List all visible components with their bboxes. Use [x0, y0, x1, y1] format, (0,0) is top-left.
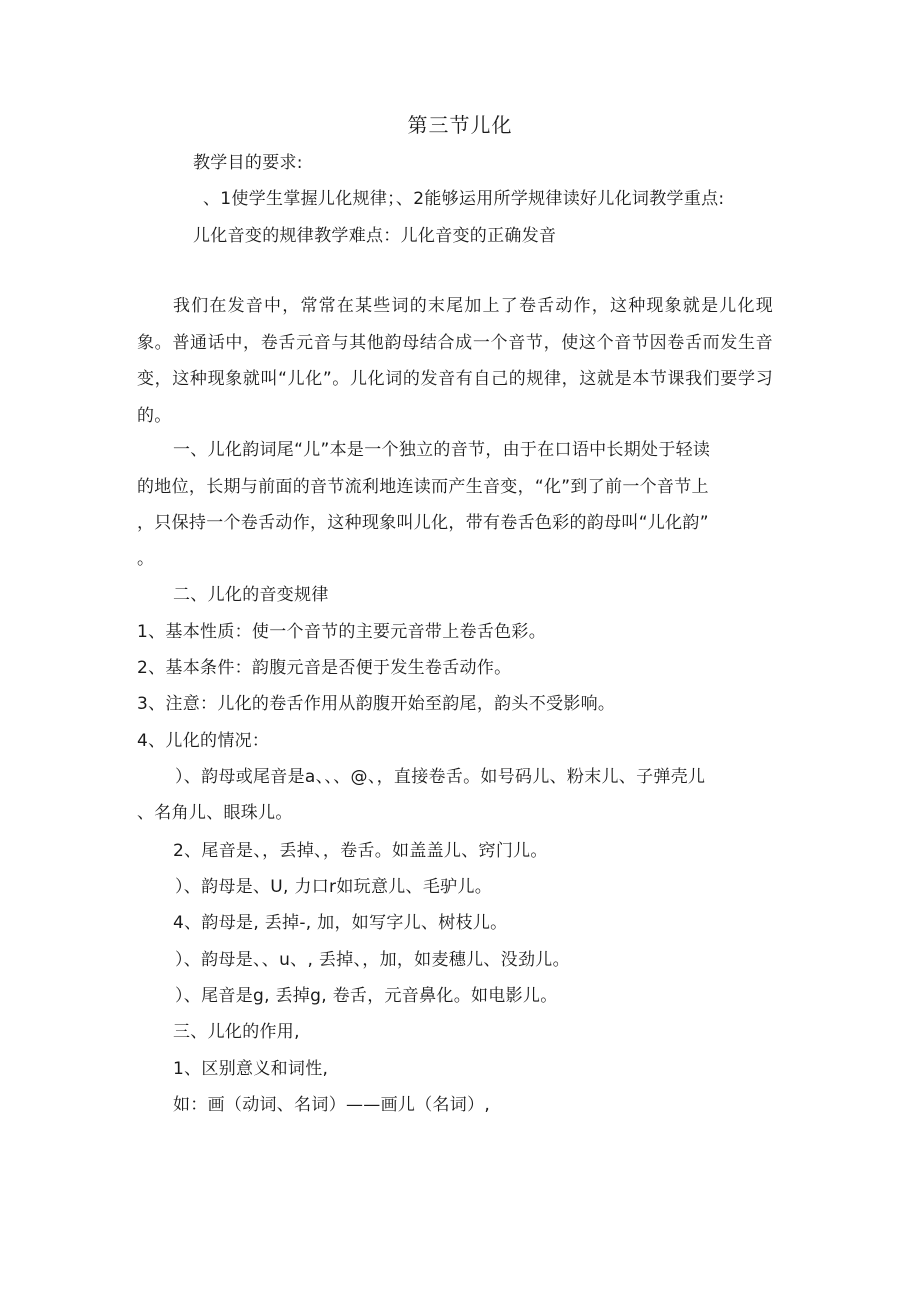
intro-paragraph: 我们在发音中，常常在某些词的末尾加上了卷舌动作，这种现象就是儿化现象。普通话中，卷舌元音与其他韵母结合成一个音节，使这个音节因卷舌而发生音变，这种现象就叫“儿化”。儿化词的发音有自己的规律，这就是本节课我们要学习的。	[137, 296, 773, 426]
section2-item-4: 4、儿化的情况：	[137, 731, 270, 751]
case-2: 2、尾音是、，丢掉、，卷舌。如盖盖儿、窍门儿。	[173, 841, 548, 861]
section1-line-4: 。	[137, 549, 155, 569]
case-6: ）、尾音是g, 丢掉g, 卷舌，元音鼻化。如电影儿。	[175, 986, 558, 1006]
objectives-line-2: 儿化音变的规律教学难点：儿化音变的正确发音	[193, 226, 557, 246]
section3-example-1: 如：画（动词、名词）——画儿（名词）,	[173, 1095, 491, 1115]
objectives-line-1: 、1使学生掌握儿化规律；、2能够运用所学规律读好儿化词教学重点:	[203, 189, 725, 209]
section2-item-3: 3、注意：儿化的卷舌作用从韵腹开始至韵尾，韵头不受影响。	[137, 694, 616, 714]
section3-heading: 三、儿化的作用,	[173, 1022, 300, 1042]
case-1-line-1: ）、韵母或尾音是a、、、@、，直接卷舌。如号码儿、粉末儿、子弹壳儿	[175, 767, 706, 787]
case-5: ）、韵母是、、u、, 丢掉、，加，如麦穗儿、没劲儿。	[175, 950, 570, 970]
section2-item-2: 2、基本条件：韵腹元音是否便于发生卷舌动作。	[137, 658, 512, 678]
case-1-line-2: 、名角儿、眼珠儿。	[137, 803, 293, 823]
section3-item-1: 1、区别意义和词性,	[173, 1059, 329, 1079]
section1-line-1: 一、儿化韵词尾“儿”本是一个独立的音节，由于在口语中长期处于轻读	[173, 440, 711, 460]
section1-line-2: 的地位，长期与前面的音节流利地连读而产生音变，“化”到了前一个音节上	[137, 477, 709, 497]
section2-item-1: 1、基本性质：使一个音节的主要元音带上卷舌色彩。	[137, 622, 547, 642]
document-title: 第三节儿化	[407, 113, 513, 137]
case-3: ）、韵母是、U, 力口r如玩意儿、毛驴儿。	[175, 877, 493, 897]
objectives-heading: 教学目的要求:	[193, 153, 303, 173]
case-4: 4、韵母是, 丢掉-, 加，如写字儿、树枝儿。	[173, 913, 508, 933]
section2-heading: 二、儿化的音变规律	[173, 585, 329, 605]
section1-line-3: ，只保持一个卷舌动作，这种现象叫儿化，带有卷舌色彩的韵母叫“儿化韵”	[137, 513, 709, 533]
